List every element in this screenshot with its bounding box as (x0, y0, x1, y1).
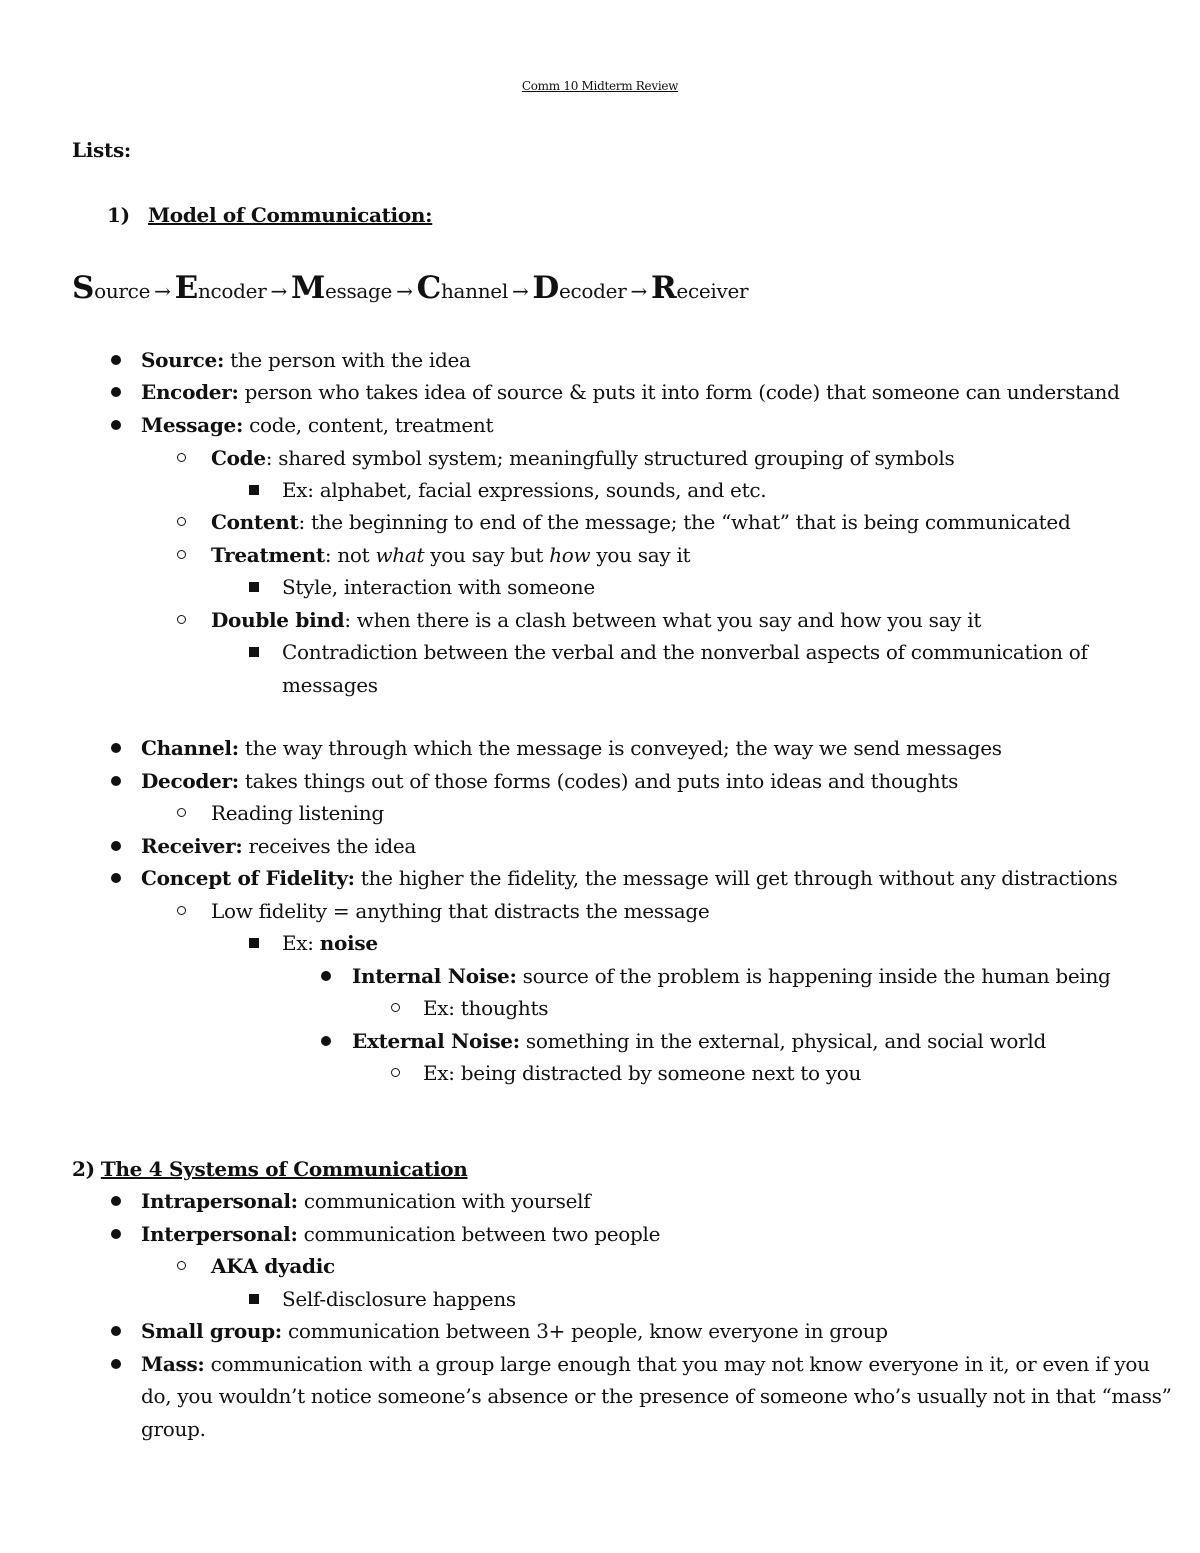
flow-message: Message (290, 270, 393, 306)
arrow-icon: → (270, 279, 287, 303)
arrow-icon: → (630, 279, 647, 303)
list-item-encoder: Encoder: person who takes idea of source & puts it into form (code) that someone can understand (141, 380, 1120, 404)
square-bullet-icon (249, 485, 259, 495)
flow-receiver: Receiver (650, 270, 749, 306)
circle-bullet-icon (177, 550, 186, 559)
section1-heading: 1) Model of Communication: (107, 203, 433, 227)
list-item-content: Content: the beginning to end of the message; the “what” that is being communicated (211, 510, 1071, 534)
list-item-mass-cont: do, you wouldn’t notice someone’s absence or the presence of someone who’s usually not in that “mass” (141, 1384, 1172, 1408)
list-item-decoder-sub: Reading listening (211, 801, 384, 825)
circle-bullet-icon (177, 453, 186, 462)
bullet-icon (111, 1359, 121, 1369)
flow-decoder: Decoder (532, 270, 627, 306)
bullet-icon (111, 743, 121, 753)
list-item-noise: Ex: noise (282, 931, 378, 955)
bullet-icon (111, 355, 121, 365)
bullet-icon (111, 1196, 121, 1206)
list-item-internal-example: Ex: thoughts (423, 996, 549, 1020)
section2-heading: 2) The 4 Systems of Communication (72, 1157, 468, 1181)
list-item-low-fidelity: Low fidelity = anything that distracts the message (211, 899, 710, 923)
list-item-channel: Channel: the way through which the message is conveyed; the way we send messages (141, 736, 1002, 760)
circle-bullet-icon (391, 1003, 400, 1012)
arrow-icon: → (511, 279, 529, 303)
list-item-external-noise: External Noise: something in the external, physical, and social world (352, 1029, 1047, 1053)
arrow-icon: → (396, 279, 413, 303)
bullet-icon (111, 387, 121, 397)
list-item-double-bind-example-cont: messages (282, 673, 378, 697)
list-item-external-example: Ex: being distracted by someone next to you (423, 1061, 862, 1085)
circle-bullet-icon (391, 1068, 400, 1077)
circle-bullet-icon (177, 517, 186, 526)
circle-bullet-icon (177, 615, 186, 624)
list-item-code: Code: shared symbol system; meaningfully structured grouping of symbols (211, 446, 955, 470)
circle-bullet-icon (177, 808, 186, 817)
list-item-aka-dyadic: AKA dyadic (211, 1254, 335, 1278)
arrow-icon: → (154, 279, 171, 303)
list-item-interpersonal: Interpersonal: communication between two people (141, 1222, 661, 1246)
list-item-double-bind: Double bind: when there is a clash between what you say and how you say it (211, 608, 982, 632)
list-item-decoder: Decoder: takes things out of those forms (codes) and puts into ideas and thoughts (141, 769, 959, 793)
list-item-treatment: Treatment: not what you say but how you say it (211, 543, 691, 567)
flow-encoder: Encoder (174, 270, 267, 306)
square-bullet-icon (249, 1294, 259, 1304)
list-item-source: Source: the person with the idea (141, 348, 471, 372)
bullet-icon (111, 873, 121, 883)
circle-bullet-icon (177, 1261, 186, 1270)
bullet-icon (111, 1229, 121, 1239)
square-bullet-icon (249, 647, 259, 657)
list-item-mass-cont: group. (141, 1417, 206, 1441)
list-item-intrapersonal: Intrapersonal: communication with yourself (141, 1189, 591, 1213)
bullet-icon (111, 1326, 121, 1336)
list-item-double-bind-example: Contradiction between the verbal and the nonverbal aspects of communication of (282, 640, 1088, 664)
flow-channel: Channel (416, 270, 508, 306)
list-item-treatment-example: Style, interaction with someone (282, 575, 595, 599)
lists-label: Lists: (72, 138, 132, 162)
bullet-icon (111, 776, 121, 786)
list-item-mass: Mass: communication with a group large enough that you may not know everyone in it, or even if you (141, 1352, 1150, 1376)
communication-model-flow (72, 270, 748, 309)
flow-source: Source (72, 270, 151, 306)
square-bullet-icon (249, 582, 259, 592)
square-bullet-icon (249, 938, 259, 948)
list-item-receiver: Receiver: receives the idea (141, 834, 417, 858)
list-item-internal-noise: Internal Noise: source of the problem is happening inside the human being (352, 964, 1111, 988)
circle-bullet-icon (177, 906, 186, 915)
bullet-icon (321, 1036, 331, 1046)
page-title: Comm 10 Midterm Review (521, 79, 679, 93)
bullet-icon (321, 971, 331, 981)
list-item-self-disclosure: Self-disclosure happens (282, 1287, 516, 1311)
list-item-small-group: Small group: communication between 3+ people, know everyone in group (141, 1319, 888, 1343)
list-item-message: Message: code, content, treatment (141, 413, 494, 437)
list-item-code-example: Ex: alphabet, facial expressions, sounds, and etc. (282, 478, 767, 502)
bullet-icon (111, 841, 121, 851)
bullet-icon (111, 420, 121, 430)
list-item-fidelity: Concept of Fidelity: the higher the fidelity, the message will get through without any distractions (141, 866, 1118, 890)
